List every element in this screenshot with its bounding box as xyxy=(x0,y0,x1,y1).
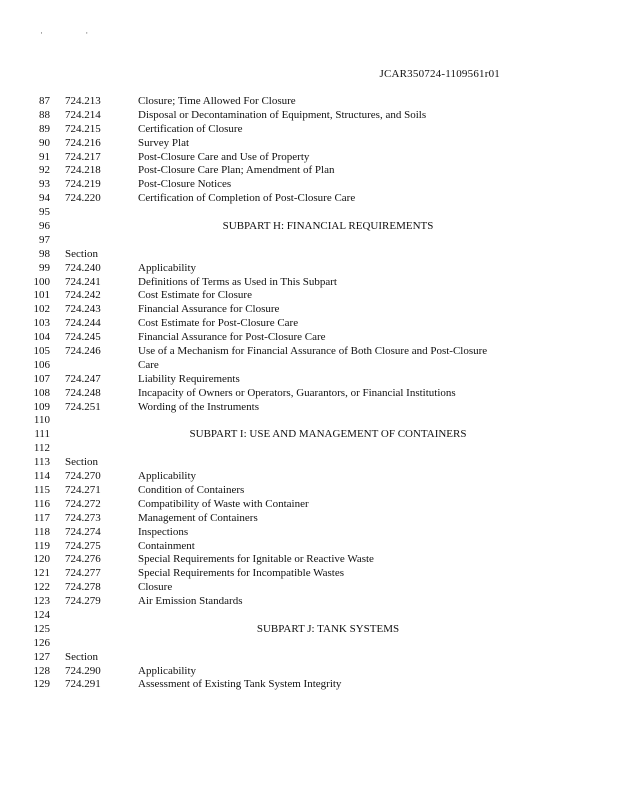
section-number: 724.290 xyxy=(65,664,101,677)
section-title: Compatibility of Waste with Container xyxy=(138,497,309,510)
line-number: 93 xyxy=(39,178,50,191)
toc-line xyxy=(0,289,618,303)
section-number: 724.272 xyxy=(65,497,101,510)
section-title: Applicability xyxy=(138,470,197,483)
toc-line xyxy=(0,276,618,290)
toc-line xyxy=(0,470,618,484)
toc-line xyxy=(0,359,618,373)
section-title: Cost Estimate for Post-Closure Care xyxy=(138,317,299,330)
line-number: 88 xyxy=(39,108,50,121)
section-number: 724.246 xyxy=(65,345,101,358)
section-number: 724.247 xyxy=(65,372,101,385)
toc-line xyxy=(0,248,618,262)
section-number: 724.251 xyxy=(65,400,101,413)
section-title: Wording of the Instruments xyxy=(138,400,260,413)
section-number: 724.274 xyxy=(65,525,101,538)
line-number: 119 xyxy=(33,539,50,552)
section-title: Inspections xyxy=(138,525,189,538)
toc-line xyxy=(0,484,618,498)
section-title: Post-Closure Care and Use of Property xyxy=(138,150,310,163)
section-title: Applicability xyxy=(138,664,197,677)
line-number: 129 xyxy=(33,678,50,691)
section-title: Management of Containers xyxy=(138,511,258,524)
section-number: 724.245 xyxy=(65,331,101,344)
line-number: 120 xyxy=(33,553,50,566)
line-number: 116 xyxy=(33,497,50,510)
subpart-heading: SUBPART I: USE AND MANAGEMENT OF CONTAINERS xyxy=(189,428,467,441)
section-title: Incapacity of Owners or Operators, Guarantors, or Financial Institutions xyxy=(138,386,456,399)
section-title: Certification of Closure xyxy=(138,122,243,135)
line-number: 106 xyxy=(33,358,50,371)
toc-line xyxy=(0,192,618,206)
line-number: 91 xyxy=(39,150,50,163)
toc-line xyxy=(0,178,618,192)
line-number: 118 xyxy=(33,525,50,538)
toc-line xyxy=(0,456,618,470)
section-number: 724.213 xyxy=(65,95,101,107)
line-number: 90 xyxy=(39,136,50,149)
section-title: Use of a Mechanism for Financial Assurance of Both Closure and Post-Closure xyxy=(138,345,488,358)
toc-line xyxy=(0,317,618,331)
section-title: Disposal or Decontamination of Equipment, Structures, and Soils xyxy=(138,108,427,121)
section-title: Containment xyxy=(138,539,195,552)
toc-line xyxy=(0,637,618,651)
line-number: 123 xyxy=(33,595,50,608)
toc-line xyxy=(0,345,618,359)
toc-line xyxy=(0,595,618,609)
line-number: 104 xyxy=(33,331,50,344)
line-number: 109 xyxy=(33,400,50,413)
line-number: 102 xyxy=(33,303,50,316)
section-title: Post-Closure Care Plan; Amendment of Plan xyxy=(138,164,335,177)
line-number: 98 xyxy=(39,247,50,260)
toc-line xyxy=(0,553,618,567)
section-number: 724.218 xyxy=(65,164,101,177)
section-number: 724.214 xyxy=(65,108,101,121)
section-number: 724.277 xyxy=(65,567,101,580)
section-number: 724.270 xyxy=(65,470,101,483)
toc-line xyxy=(0,567,618,581)
toc-line xyxy=(0,512,618,526)
section-title: Air Emission Standards xyxy=(138,595,243,608)
toc-line xyxy=(0,303,618,317)
toc-line xyxy=(0,234,618,248)
toc-line xyxy=(0,401,618,415)
line-number: 94 xyxy=(39,192,50,205)
toc-line xyxy=(0,387,618,401)
line-number: 115 xyxy=(33,483,50,496)
line-number: 121 xyxy=(33,567,50,580)
line-number: 89 xyxy=(39,122,50,135)
section-title: Certification of Completion of Post-Closure Care xyxy=(138,192,356,205)
line-number: 87 xyxy=(39,95,50,107)
subpart-heading-line xyxy=(0,220,618,234)
toc-line xyxy=(0,540,618,554)
section-number: 724.291 xyxy=(65,678,101,691)
line-number: 105 xyxy=(33,345,50,358)
toc-line xyxy=(0,665,618,679)
table-of-contents xyxy=(0,95,618,692)
section-number: 724.216 xyxy=(65,136,101,149)
line-number: 128 xyxy=(33,664,50,677)
subpart-heading-line xyxy=(0,428,618,442)
line-number: 103 xyxy=(33,317,50,330)
line-number: 122 xyxy=(33,581,50,594)
section-number: 724.244 xyxy=(65,317,101,330)
toc-line xyxy=(0,609,618,623)
toc-line xyxy=(0,123,618,137)
toc-line xyxy=(0,442,618,456)
scan-specks: · · xyxy=(40,28,109,38)
section-title: Assessment of Existing Tank System Integrity xyxy=(138,678,342,691)
section-title: Cost Estimate for Closure xyxy=(138,289,252,302)
line-number: 108 xyxy=(33,386,50,399)
toc-line xyxy=(0,414,618,428)
toc-line xyxy=(0,206,618,220)
line-number: 110 xyxy=(33,414,50,427)
line-number: 111 xyxy=(34,428,50,441)
line-number: 107 xyxy=(33,372,50,385)
section-title: Closure; Time Allowed For Closure xyxy=(138,95,296,107)
line-number: 124 xyxy=(33,608,50,621)
line-number: 127 xyxy=(33,650,50,663)
toc-line xyxy=(0,651,618,665)
section-title: Applicability xyxy=(138,261,197,274)
subpart-heading: SUBPART H: FINANCIAL REQUIREMENTS xyxy=(222,220,434,233)
toc-line xyxy=(0,137,618,151)
section-title: Liability Requirements xyxy=(138,372,240,385)
line-number: 125 xyxy=(33,622,50,635)
line-number: 117 xyxy=(33,511,50,524)
section-number: 724.276 xyxy=(65,553,101,566)
line-number: 92 xyxy=(39,164,50,177)
toc-line xyxy=(0,581,618,595)
subpart-heading: SUBPART J: TANK SYSTEMS xyxy=(256,622,400,635)
line-number: 97 xyxy=(39,233,50,246)
line-number: 100 xyxy=(33,275,50,288)
line-number: 113 xyxy=(33,456,50,469)
section-number: Section xyxy=(65,650,98,663)
section-number: 724.241 xyxy=(65,275,101,288)
section-title: Definitions of Terms as Used in This Subpart xyxy=(138,275,337,288)
line-number: 96 xyxy=(39,220,50,233)
line-number: 114 xyxy=(33,470,50,483)
toc-line xyxy=(0,164,618,178)
subpart-heading-line xyxy=(0,623,618,637)
document-id: JCAR350724-1109561r01 xyxy=(379,68,500,80)
section-number: 724.243 xyxy=(65,303,101,316)
section-number: 724.219 xyxy=(65,178,101,191)
section-number: 724.248 xyxy=(65,386,101,399)
section-title: Special Requirements for Incompatible Wastes xyxy=(138,567,345,580)
section-title: Financial Assurance for Closure xyxy=(138,303,280,316)
toc-line xyxy=(0,526,618,540)
toc-line xyxy=(0,151,618,165)
section-title: Survey Plat xyxy=(138,136,190,149)
section-number: 724.271 xyxy=(65,483,101,496)
toc-line xyxy=(0,331,618,345)
section-number: 724.273 xyxy=(65,511,101,524)
line-number: 99 xyxy=(39,261,50,274)
line-number: 95 xyxy=(39,206,50,219)
section-title: Financial Assurance for Post-Closure Care xyxy=(138,331,326,344)
section-number: 724.240 xyxy=(65,261,101,274)
toc-line xyxy=(0,373,618,387)
section-number: Section xyxy=(65,456,98,469)
section-number: 724.215 xyxy=(65,122,101,135)
toc-line xyxy=(0,95,618,109)
toc-line xyxy=(0,498,618,512)
section-number: 724.242 xyxy=(65,289,101,302)
line-number: 126 xyxy=(33,636,50,649)
section-number: 724.220 xyxy=(65,192,101,205)
section-title: Care xyxy=(138,358,159,371)
line-number: 112 xyxy=(33,442,50,455)
section-number: Section xyxy=(65,247,98,260)
section-number: 724.279 xyxy=(65,595,101,608)
section-number: 724.275 xyxy=(65,539,101,552)
section-title: Post-Closure Notices xyxy=(138,178,232,191)
section-number: 724.278 xyxy=(65,581,101,594)
toc-line xyxy=(0,262,618,276)
section-title: Special Requirements for Ignitable or Reactive Waste xyxy=(138,553,374,566)
toc-line xyxy=(0,678,618,692)
section-title: Condition of Containers xyxy=(138,483,245,496)
line-number: 101 xyxy=(33,289,50,302)
section-number: 724.217 xyxy=(65,150,101,163)
section-title: Closure xyxy=(138,581,173,594)
toc-line xyxy=(0,109,618,123)
